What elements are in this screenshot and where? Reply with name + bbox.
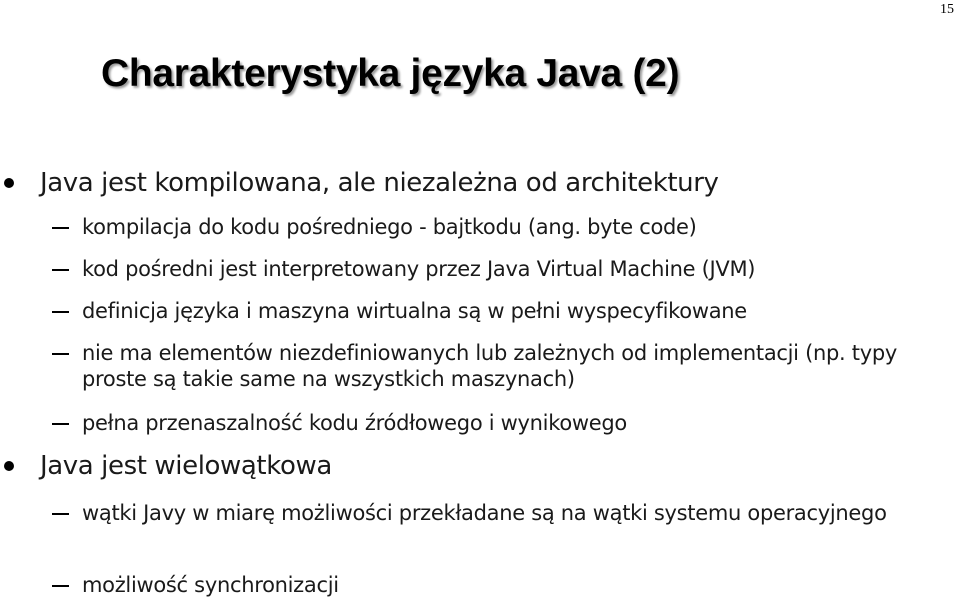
- subbullet-portability: [82, 410, 627, 436]
- subbullet-os-threads: [82, 500, 952, 526]
- subbullet-text: kod pośredni jest interpretowany przez Java Virtual Machine (JVM): [82, 257, 756, 281]
- dash-icon: [52, 269, 69, 271]
- subbullet-synchronization: [82, 572, 339, 598]
- subbullet-text: nie ma elementów niezdefiniowanych lub zależnych od implementacji (np. typy proste są takie same na wszystkich maszynach): [82, 341, 897, 391]
- dash-icon: [52, 227, 69, 229]
- subbullet-text: możliwość synchronizacji: [82, 573, 339, 597]
- bullet-dot-icon: [4, 178, 14, 188]
- dash-icon: [52, 423, 69, 425]
- dash-icon: [52, 311, 69, 313]
- subbullet-jvm: [82, 256, 755, 282]
- subbullet-text: pełna przenaszalność kodu źródłowego i wynikowego: [82, 411, 627, 435]
- bullet-dot-icon: [4, 461, 14, 471]
- bullet-multithreaded-heading: [40, 451, 332, 481]
- dash-icon: [52, 513, 69, 515]
- subbullet-no-undefined: [82, 340, 952, 392]
- subbullet-bytecode: [82, 214, 697, 240]
- dash-icon: [52, 353, 69, 355]
- subbullet-text: kompilacja do kodu pośredniego - bajtkodu (ang. byte code): [82, 215, 697, 239]
- page-number: 15: [940, 2, 954, 17]
- bullet-text: Java jest wielowątkowa: [40, 451, 332, 481]
- dash-icon: [52, 585, 69, 587]
- bullet-text: Java jest kompilowana, ale niezależna od architektury: [40, 168, 719, 198]
- subbullet-text: wątki Javy w miarę możliwości przekładane są na wątki systemu operacyjnego: [82, 501, 887, 525]
- subbullet-specification: [82, 298, 747, 324]
- slide-title: Charakterystyka języka Java (2): [101, 52, 680, 95]
- bullet-compiled-heading: [40, 168, 719, 198]
- subbullet-text: definicja języka i maszyna wirtualna są w pełni wyspecyfikowane: [82, 299, 747, 323]
